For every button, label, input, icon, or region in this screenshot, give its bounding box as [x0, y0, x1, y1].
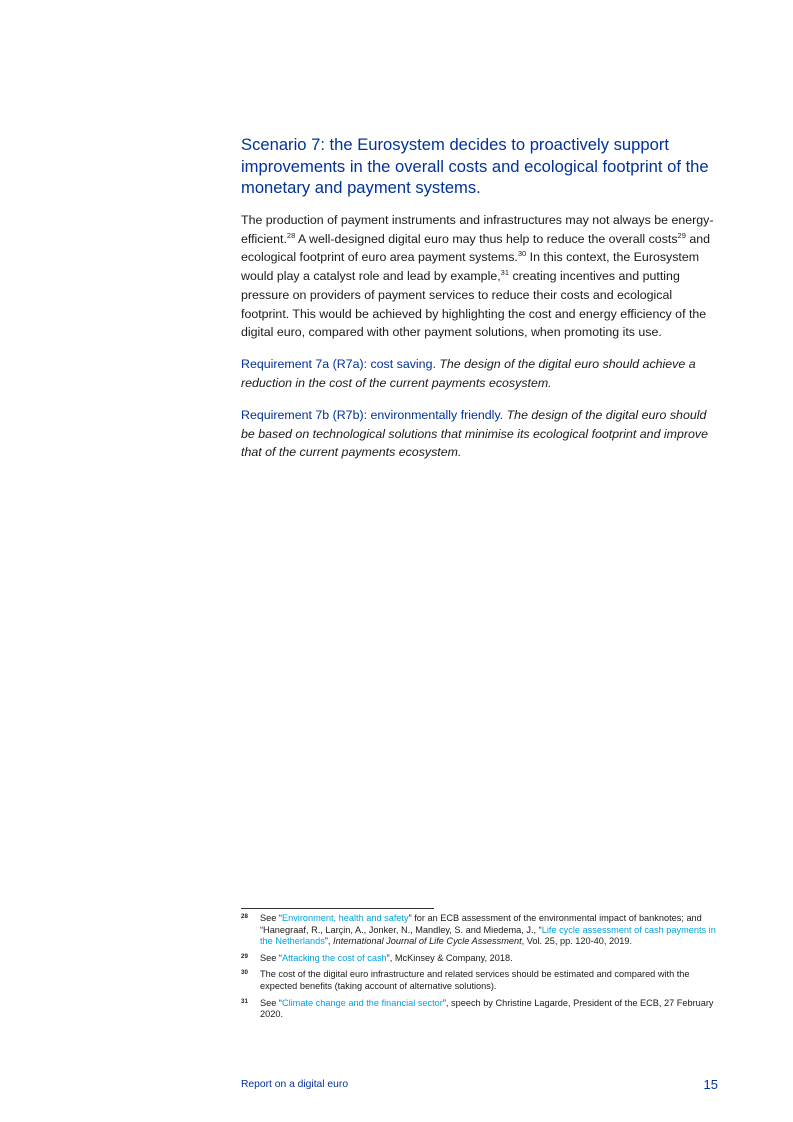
footnote-text: ”, [324, 936, 334, 947]
footnote-ref-29[interactable]: 29 [677, 230, 686, 240]
journal-name: International Journal of Life Cycle Assessment [333, 936, 522, 947]
scenario-heading: Scenario 7: the Eurosystem decides to proactively support improvements in the overall costs and ecological footprint of the monetary and payment systems. [241, 135, 709, 197]
footnote-31 [241, 998, 723, 1021]
requirement-7b-text: The design of the digital euro should be based on technological solutions that minimise its ecological footprint and improve that of the current payments ecosystem. [241, 408, 708, 460]
footnote-text: ” for an ECB assessment of the environmental impact of banknotes; and “Hanegraaf, R., Larçin, A., Jonker, N., Mandley, S. and Miedema, J., “ [260, 913, 702, 935]
body-text-1: The production of payment instruments and infrastructures may not always be energy-efficient. [241, 213, 714, 246]
page-number: 15 [703, 1077, 718, 1092]
link-attacking-cost-of-cash[interactable]: Attacking the cost of cash [281, 952, 387, 963]
body-text-5: creating incentives and putting pressure on providers of payment services to reduce their costs and ecological footprint. This would be achieved by highlighting the cost and energy efficiency of the digital euro, compared with other payment solutions, when promoting its use. [241, 269, 707, 340]
footnote-divider [241, 908, 434, 909]
footnote-number: 28 [241, 913, 248, 920]
footnote-number: 29 [241, 952, 248, 960]
requirement-7a-text: The design of the digital euro should achieve a reduction in the cost of the current payments ecosystem. [241, 357, 696, 390]
requirement-7b-label: Requirement 7b (R7b): environmentally friendly. [241, 408, 504, 422]
body-text-2: A well-designed digital euro may thus help to reduce the overall costs [295, 231, 678, 246]
footnote-text: ”, speech by Christine Lagarde, President of the ECB, 27 February 2020. [260, 997, 714, 1020]
footnote-ref-30[interactable]: 30 [517, 249, 527, 259]
link-life-cycle-assessment[interactable]: Life cycle assessment of cash payments in the Netherlands [260, 924, 716, 947]
footnote-text: See “ [260, 913, 282, 923]
footnote-29 [241, 953, 723, 965]
footnote-28 [241, 913, 723, 948]
footnote-text: , Vol. 25, pp. 120-40, 2019. [521, 936, 632, 947]
body-text-3: and ecological footprint of euro area payment systems. [241, 231, 710, 265]
footnote-number: 30 [241, 969, 248, 977]
footer-report-title: Report on a digital euro [241, 1079, 349, 1090]
requirement-7b [241, 406, 723, 462]
footnote-ref-31[interactable]: 31 [500, 267, 510, 277]
body-text-4: In this context, the Eurosystem would play a catalyst role and lead by example, [241, 250, 700, 284]
footnote-text: See “ [260, 997, 282, 1008]
requirement-7a [241, 355, 723, 392]
body-paragraph [241, 211, 723, 342]
footnote-number: 31 [241, 997, 248, 1005]
footnote-ref-28[interactable]: 28 [286, 230, 296, 240]
footnote-30 [241, 969, 723, 992]
footnote-text: The cost of the digital euro infrastructure and related services should be estimated and compared with the expected benefits (taking account of alternative solutions). [260, 969, 690, 991]
link-climate-change-financial-sector[interactable]: Climate change and the financial sector [281, 997, 443, 1008]
footnotes [241, 913, 723, 1026]
footnote-text: ”, McKinsey & Company, 2018. [386, 952, 513, 963]
footnote-text: See “ [260, 952, 282, 963]
link-environment-health-safety[interactable]: Environment, health and safety [281, 913, 409, 923]
requirement-7a-label: Requirement 7a (R7a): cost saving. [241, 357, 436, 371]
